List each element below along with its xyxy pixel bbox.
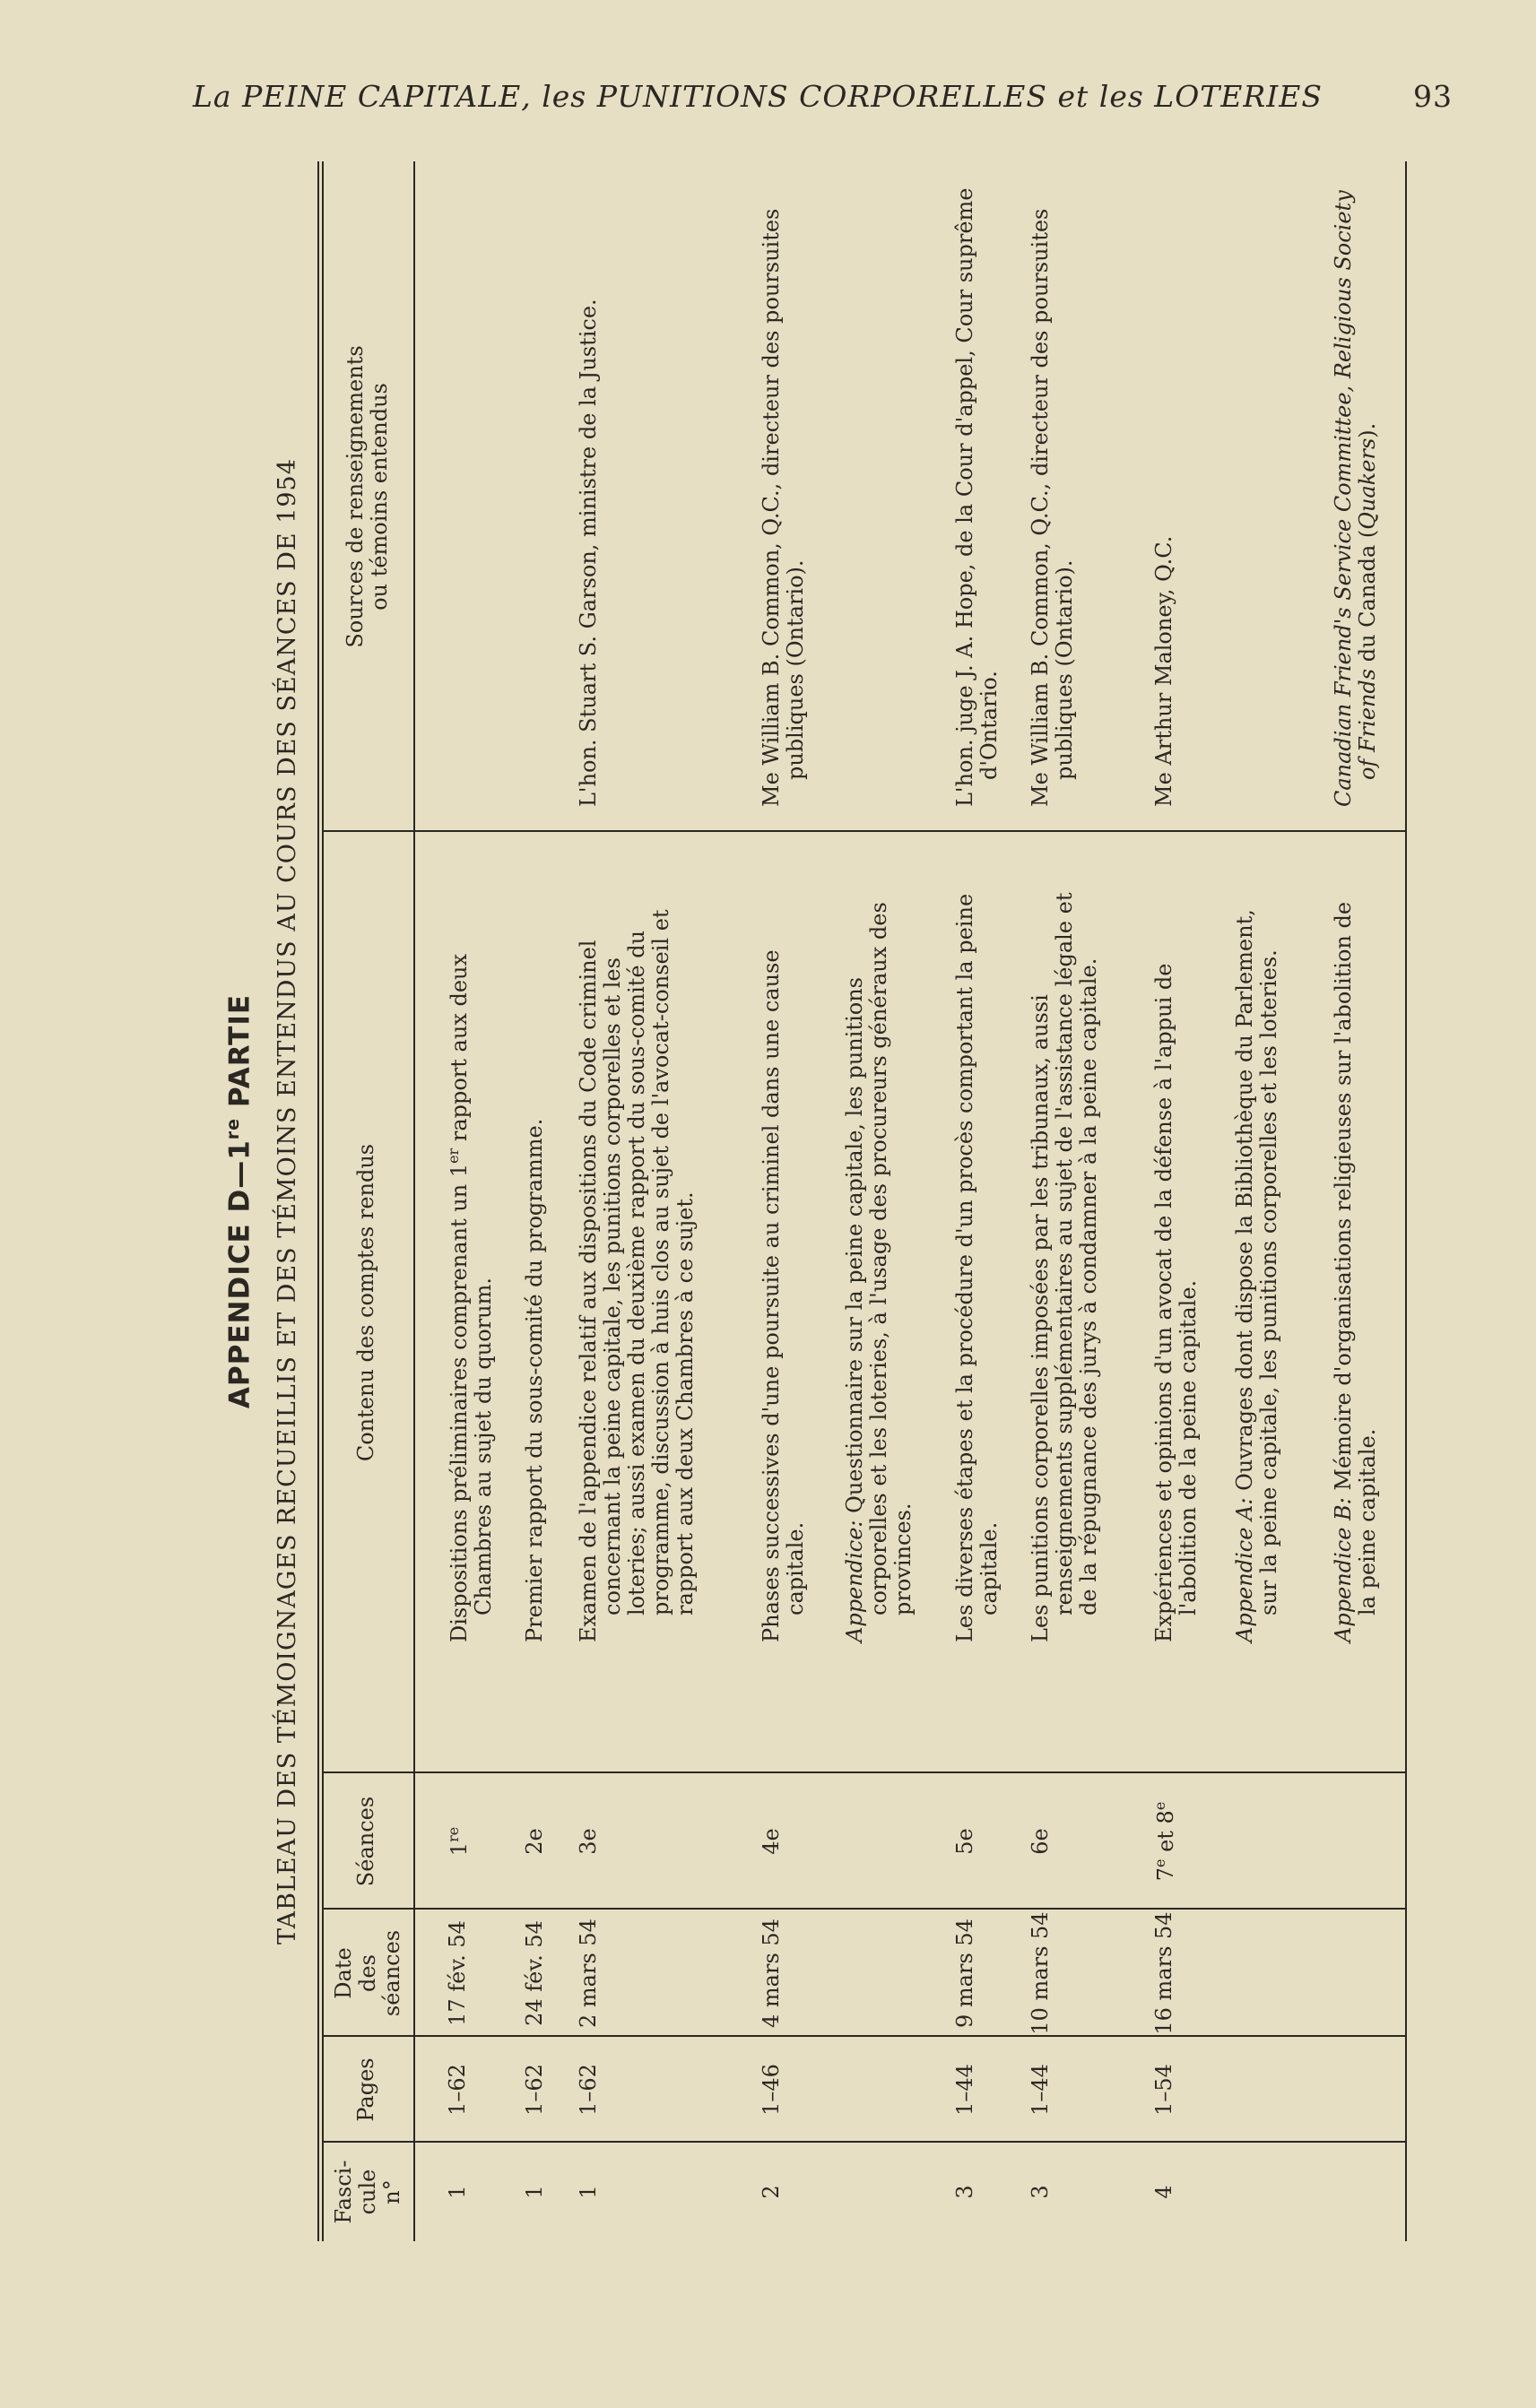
col-header-fascicule: Fasci- cule n°: [331, 2160, 404, 2224]
cell-contenu: [1028, 880, 1101, 1642]
col-header-seances: Séances: [353, 1796, 378, 1887]
col-header-date: Date des séances: [331, 1929, 404, 2017]
col-sep-3: [324, 1908, 1405, 1910]
contenu-text: Examen de l'appendice relatif aux dispositions du Code criminel concernant la peine capitale, les punitions corporelles et les loteries; aussi examen du deuxième rapport du sous-comité du programme, discussion à huis clos au sujet de l'avocat-conseil et rapport aux deux Chambres à ce sujet.: [576, 909, 698, 1642]
cell-date: 4 mars 54: [759, 1919, 784, 2028]
col-sep-2: [324, 2035, 1405, 2037]
cell-contenu: [523, 880, 547, 1642]
appendix-title: APPENDICE D—1re PARTIE: [223, 993, 256, 1409]
col-sep-5: [324, 830, 1405, 832]
cell-source: [1152, 179, 1176, 807]
source-text: Me William B. Common, Q.C., directeur des poursuites publiques (Ontario).: [759, 208, 808, 807]
cell-date: 2 mars 54: [576, 1919, 601, 2028]
source-text: Me Arthur Maloney, Q.C.: [1151, 535, 1176, 807]
rule-top-2: [322, 161, 324, 2241]
cell-fascicule: 4: [1151, 2185, 1176, 2199]
cell-contenu: [953, 880, 1002, 1642]
cell-seance: 4e: [759, 1828, 784, 1855]
cell-seance: 7e et 8e: [1151, 1801, 1178, 1882]
cell-fascicule: 1: [576, 2185, 601, 2199]
cell-seance: 3e: [576, 1828, 601, 1855]
contenu-text: Les punitions corporelles imposées par les tribunaux, aussi renseignements supplémentaires au sujet de l'assistance légale et de la répugnance des jurys à condamner à la peine capitale.: [1028, 892, 1101, 1642]
contenu-text: Mémoire d'organisations religieuses sur l'abolition de la peine capitale.: [1331, 901, 1380, 1615]
cell-fascicule: 2: [759, 2185, 784, 2199]
contenu-text: Les diverses étapes et la procédure d'un procès comportant la peine capitale.: [952, 893, 1002, 1642]
cell-seance: 1re: [445, 1826, 472, 1857]
cell-date: 16 mars 54: [1151, 1911, 1176, 2035]
cell-seance: 2e: [522, 1828, 547, 1855]
cell-source: Canadian Friend's Service Committee, Religious Society of Friends du Canada (Quakers).: [1331, 190, 1380, 807]
cell-pages: 1–62: [576, 2064, 601, 2116]
rule-header: [413, 161, 415, 2241]
page-header: [179, 79, 1453, 118]
cell-source: [953, 179, 1002, 807]
cell-pages: 1–62: [445, 2064, 470, 2116]
cell-contenu-appendice: [843, 880, 916, 1642]
col-header-contenu: Contenu des comptes rendus: [353, 1143, 378, 1462]
col-sep-1: [324, 2141, 1405, 2143]
cell-source: [759, 179, 808, 807]
source-text: L'hon. Stuart S. Garson, ministre de la Justice.: [576, 299, 601, 807]
cell-source: [1028, 179, 1077, 807]
cell-pages: 1–44: [952, 2064, 977, 2116]
cell-contenu: [1152, 880, 1201, 1642]
rule-top: [317, 161, 319, 2241]
cell-seance: 5e: [952, 1828, 977, 1855]
appendice-label: Appendice A:: [1232, 1497, 1257, 1642]
col-header-pages: Pages: [353, 2057, 378, 2122]
contenu-text: Premier rapport du sous-comité du programme.: [522, 1118, 547, 1642]
cell-date: 10 mars 54: [1028, 1911, 1053, 2035]
cell-date: 17 fév. 54: [445, 1920, 470, 2026]
contenu-text: Expériences et opinions d'un avocat de la défense à l'appui de l'abolition de la peine capitale.: [1151, 963, 1201, 1642]
cell-fascicule: 1: [522, 2185, 547, 2199]
cell-contenu: [759, 880, 808, 1642]
contenu-text: Phases successives d'une poursuite au criminel dans une cause capitale.: [759, 949, 808, 1642]
source-text: Me William B. Common, Q.C., directeur des poursuites publiques (Ontario).: [1028, 208, 1077, 807]
cell-fascicule: 3: [952, 2185, 977, 2199]
cell-contenu: [577, 880, 697, 1642]
cell-pages: 1–54: [1151, 2064, 1176, 2116]
col-sep-4: [324, 1771, 1405, 1773]
rotated-table-block: [211, 161, 1466, 2241]
rule-bottom: [1405, 161, 1407, 2241]
running-title: La PEINE CAPITALE, les PUNITIONS CORPORELLES et les LOTERIES: [193, 79, 1323, 114]
cell-contenu: Dispositions préliminaires comprenant un 1er rapport aux deux Chambres au sujet du quorum.: [445, 953, 496, 1642]
cell-fascicule: 1: [445, 2185, 470, 2199]
appendice-label: Appendice:: [842, 1520, 867, 1642]
cell-contenu-appendice: [1233, 880, 1281, 1642]
cell-seance: 6e: [1028, 1828, 1053, 1855]
cell-pages: 1–44: [1028, 2064, 1053, 2116]
source-text: L'hon. juge J. A. Hope, de la Cour d'appel, Cour suprême d'Ontario.: [952, 187, 1002, 807]
cell-pages: 1–46: [759, 2064, 784, 2116]
contenu-text: Ouvrages dont dispose la Bibliothèque du Parlement, sur la peine capitale, les punitions corporelles et les loteries.: [1232, 909, 1281, 1615]
cell-contenu-appendice: [1332, 880, 1380, 1642]
cell-fascicule: 3: [1028, 2185, 1053, 2199]
col-header-sources: Sources de renseignements ou témoins entendus: [343, 345, 392, 648]
cell-source: [577, 179, 601, 807]
cell-pages: 1–62: [522, 2064, 547, 2116]
appendice-label: Appendice B:: [1331, 1497, 1356, 1642]
contenu-text: Questionnaire sur la peine capitale, les punitions corporelles et les loteries, à l'usage des procureurs généraux des provinces.: [842, 902, 916, 1615]
cell-date: 9 mars 54: [952, 1919, 977, 2028]
page-number: 93: [1413, 79, 1453, 114]
cell-date: 24 fév. 54: [522, 1920, 547, 2026]
table-title: TABLEAU DES TÉMOIGNAGES RECUEILLIS ET DES TÉMOINS ENTENDUS AU COURS DES SÉANCES DE 1954: [273, 458, 301, 1945]
